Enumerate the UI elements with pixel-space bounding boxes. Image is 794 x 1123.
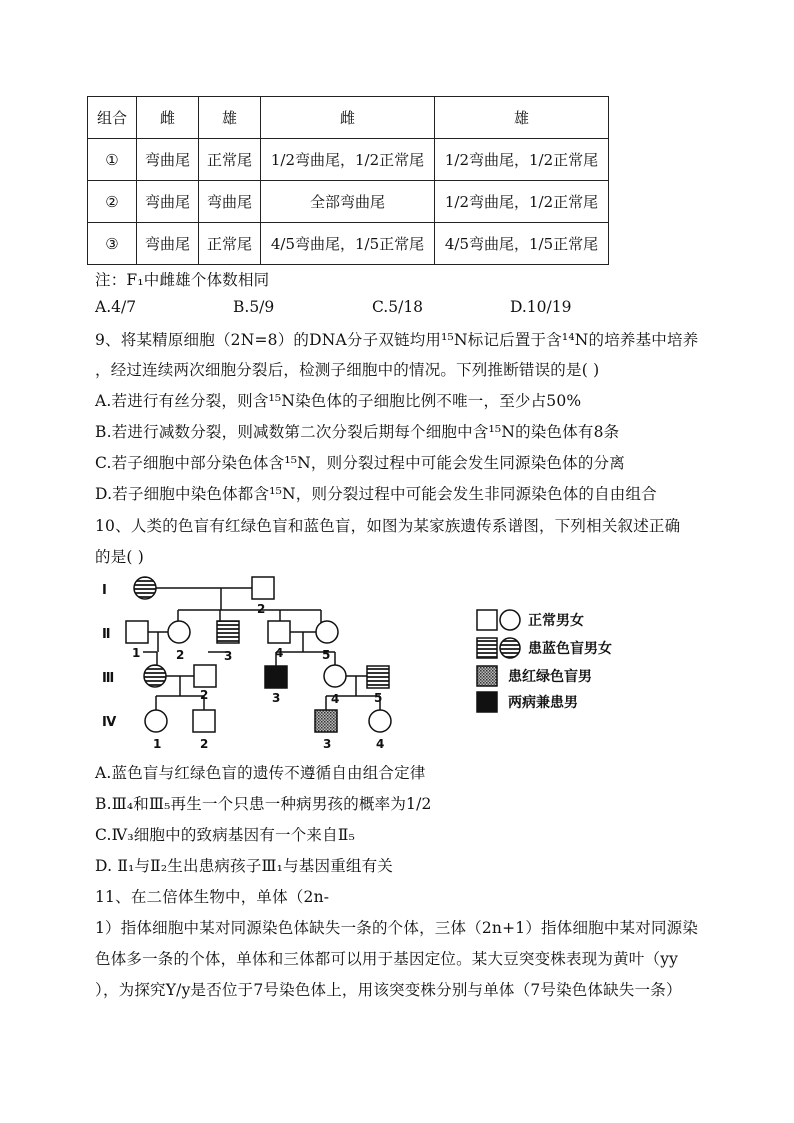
q11-stem-cont: 色体多一条的个体，单体和三体都可以用于基因定位。某大豆突变株表现为黄叶（yy [95,950,679,968]
pedigree-IV1-normal-female [145,710,167,732]
individual-number: 4 [275,646,284,660]
pedigree-legend [477,610,612,712]
table-cell: 1/2弯曲尾，1/2正常尾 [261,139,435,181]
table-cell: 弯曲尾 [137,223,199,265]
q9-option-d: D.若子细胞中染色体都含¹⁵N，则分裂过程中可能会发生非同源染色体的自由组合 [95,485,657,503]
legend-label: 正常男女 [528,613,584,629]
table-cell: 4/5弯曲尾，1/5正常尾 [261,223,435,265]
table-note: 注：F₁中雌雄个体数相同 [95,271,270,289]
individual-number: 2 [200,737,209,751]
legend-normal-male-symbol [477,610,497,630]
table-cell: 正常尾 [199,139,261,181]
legend-both-diseases-male-symbol [477,692,497,712]
individual-number: 3 [224,649,233,663]
individual-number: 1 [153,737,162,751]
legend-label: 患红绿色盲男 [508,669,592,685]
q10-stem: 10、人类的色盲有红绿色盲和蓝色盲，如图为某家族遗传系谱图，下列相关叙述正确 [95,517,681,535]
table-header-cell: 组合 [88,97,137,139]
individual-number: 3 [272,691,281,705]
legend-label: 两病兼患男 [508,695,578,711]
legend-blue-blind-male-symbol [477,638,497,658]
individual-number: 1 [132,646,141,660]
table-cell: 1/2弯曲尾，1/2正常尾 [435,139,609,181]
legend-label: 患蓝色盲男女 [528,641,612,657]
q11-stem: 11、在二倍体生物中，单体（2n- [95,888,330,906]
table-cell: 1/2弯曲尾，1/2正常尾 [435,181,609,223]
table-row [88,223,609,265]
pedigree-III1-affected-female [144,665,166,687]
table-cell: 全部弯曲尾 [261,181,435,223]
pedigree-IV2-normal-male [193,710,215,732]
pedigree-diagram [90,568,650,758]
individual-number: 4 [331,692,340,706]
pedigree-IV4-normal-female [369,710,391,732]
table-header-cell: 雄 [435,97,609,139]
table-header-cell: 雌 [137,97,199,139]
table-cell: 弯曲尾 [137,181,199,223]
legend-normal-female-symbol [500,610,520,630]
q10-stem-cont: 的是( ) [95,548,145,566]
generation-label: Ⅳ [102,715,117,730]
q10-option-c: C.Ⅳ₃细胞中的致病基因有一个来自Ⅱ₅ [95,826,355,844]
q9-stem: 9、将某精原细胞（2N=8）的DNA分子双链均用¹⁵N标记后置于含¹⁴N的培养基中培养 [95,331,699,349]
generation-label: Ⅲ [102,671,115,686]
q11-stem-cont: ），为探究Y/y是否位于7号染色体上，用该突变株分别与单体（7号染色体缺失一条） [95,981,682,999]
q10-option-d: D. Ⅱ₁与Ⅱ₂生出患病孩子Ⅲ₁与基因重组有关 [95,857,393,875]
pedigree-II1-normal-male [126,621,148,643]
pedigree-I2-normal-male [252,577,274,599]
individual-number: 2 [200,688,209,702]
table-header-row [88,97,609,139]
pedigree-I1-affected-female [134,577,156,599]
pedigree-III4-normal-female [324,665,346,687]
individual-number: 4 [376,737,385,751]
pedigree-IV3-red-green-male [315,710,337,732]
individual-number: 2 [257,602,266,616]
q9-stem-cont: ，经过连续两次细胞分裂后，检测子细胞中的情况。下列推断错误的是( ) [95,361,600,379]
pedigree-III2-normal-male [194,665,216,687]
q9-option-c: C.若子细胞中部分染色体含¹⁵N，则分裂过程中可能会发生同源染色体的分离 [95,454,625,472]
individual-number: 5 [322,648,331,662]
q8-option-d: D.10/19 [510,298,572,316]
q10-option-b: B.Ⅲ₄和Ⅲ₅再生一个只患一种病男孩的概率为1/2 [95,795,432,813]
table-row [88,139,609,181]
generation-label: Ⅰ [102,583,107,598]
q8-option-c: C.5/18 [372,298,424,316]
cross-table [87,96,609,265]
generation-label: Ⅱ [102,627,111,642]
individual-number: 3 [323,737,332,751]
q11-stem-cont: 1）指体细胞中某对同源染色体缺失一条的个体，三体（2n+1）指体细胞中某对同源染 [95,919,699,937]
table-cell: 正常尾 [199,223,261,265]
individual-number: 2 [176,648,185,662]
table-cell: 4/5弯曲尾，1/5正常尾 [435,223,609,265]
table-cell: ③ [88,223,137,265]
pedigree-II5-normal-female [316,621,338,643]
legend-red-green-male-symbol [477,666,497,686]
q9-option-a: A.若进行有丝分裂，则含¹⁵N染色体的子细胞比例不唯一，至少占50% [95,392,582,410]
table-cell: 弯曲尾 [199,181,261,223]
table-header-cell: 雄 [199,97,261,139]
q10-option-a: A.蓝色盲与红绿色盲的遗传不遵循自由组合定律 [95,764,426,782]
q8-option-a: A.4/7 [95,298,137,316]
pedigree-III3-both-diseases-male [265,666,287,688]
table-cell: ① [88,139,137,181]
q9-option-b: B.若进行减数分裂，则减数第二次分裂后期每个细胞中含¹⁵N的染色体有8条 [95,423,620,441]
pedigree-II2-normal-female [168,621,190,643]
pedigree-II4-normal-male [268,621,290,643]
individual-number: 5 [374,691,383,705]
pedigree-II3-affected-male [217,621,239,643]
table-row [88,181,609,223]
pedigree-III5-affected-male [367,666,389,688]
table-cell: 弯曲尾 [137,139,199,181]
table-cell: ② [88,181,137,223]
q8-option-b: B.5/9 [233,298,275,316]
legend-blue-blind-female-symbol [500,638,520,658]
table-header-cell: 雌 [261,97,435,139]
